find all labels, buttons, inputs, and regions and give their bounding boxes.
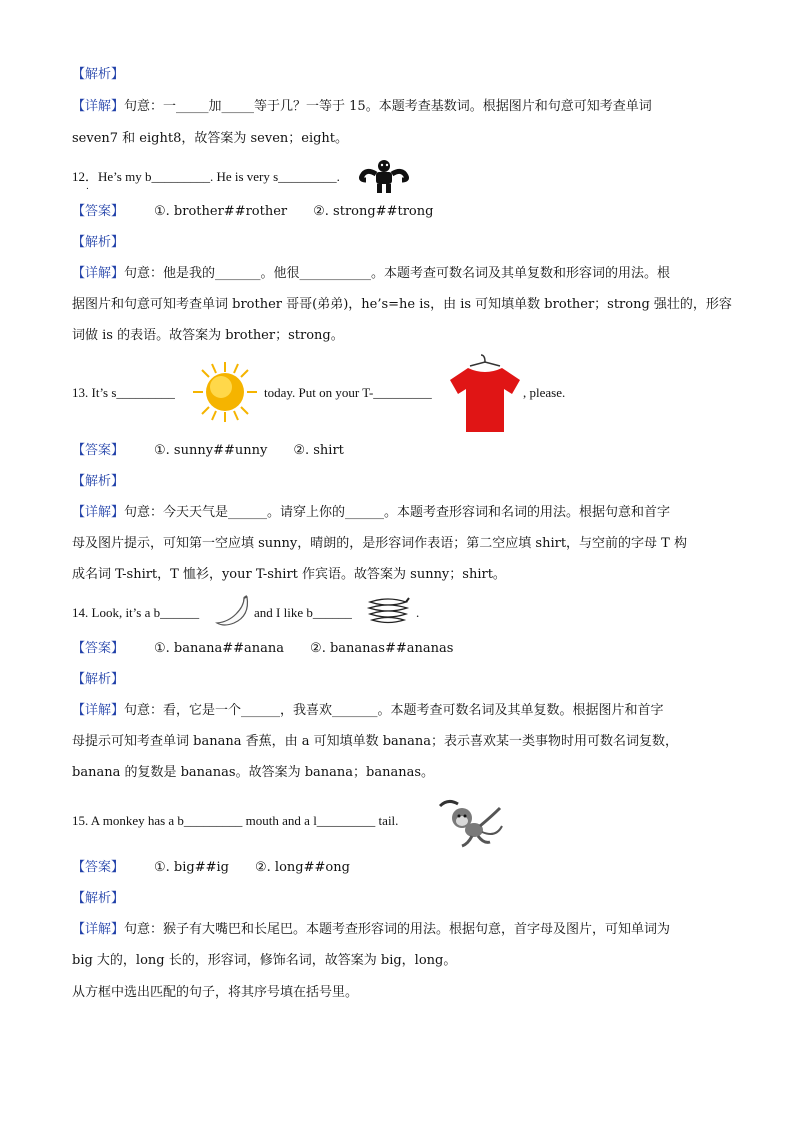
detail-line: 据图片和句意可知考查单词 brother 哥哥(弟弟)，he’s=he is，由 is 可知填单数 brother；strong 强壮的，形容 [72,297,732,312]
detail-line: 母提示可知考查单词 banana 香蕉，由 a 可知填单数 banana；表示喜欢某一类事物时用可数名词复数， [72,734,679,749]
analysis-label: 【解析】 [72,891,125,906]
detail-label: 【详解】 [72,703,125,718]
question-13-part-b: today. Put on your T-_________ [264,385,432,400]
analysis-label: 【解析】 [72,235,125,250]
detail-line [72,702,664,720]
stray-dot: . [86,182,89,192]
question-13-part-c: , please. [523,385,566,400]
detail-label: 【详解】 [72,266,125,281]
question-13-part-a: 13. It’s s_________ [72,385,175,400]
detail-label: 【详解】 [72,922,125,937]
answer-1: ①. banana##anana [154,641,285,656]
detail-line: banana 的复数是 bananas。故答案为 banana；bananas。 [72,765,435,780]
sun-icon [190,360,260,424]
question-12: 12．He’s my b_________. He is very s_________. [72,169,340,184]
analysis-label: 【解析】 [72,672,125,687]
answer-line [72,859,350,877]
question-14-part-c: . [416,605,420,620]
strong-man-icon [358,158,410,194]
answer-label: 【答案】 [72,443,125,458]
detail-line [72,98,652,116]
analysis-label: 【解析】 [72,474,125,489]
answer-1: ①. brother##rother [154,204,288,219]
detail-text: 句意：看，它是一个______，我喜欢_______。本题考查可数名词及其单复数。根据图片和首字 [124,703,664,718]
answer-1: ①. big##ig [154,860,230,875]
detail-line: seven7 和 eight8，故答案为 seven；eight。 [72,131,349,146]
question-14-part-b: and I like b______ [254,605,352,620]
answer-line [72,203,433,221]
answer-2: ②. strong##trong [313,204,434,219]
answer-2: ②. shirt [293,443,344,458]
detail-line [72,265,670,283]
detail-text: 句意：今天天气是______。请穿上你的______。本题考查形容词和名词的用法。根据句意和首字 [124,505,671,520]
banana-icon [214,594,252,628]
answer-2: ②. long##ong [255,860,350,875]
section-instruction: 从方框中选出匹配的句子，将其序号填在括号里。 [72,985,359,1000]
answer-label: 【答案】 [72,641,125,656]
question-15: 15. A monkey has a b_________ mouth and a l_________ tail. [72,813,399,828]
monkey-icon [434,796,506,848]
detail-line [72,504,670,522]
answer-line [72,442,344,460]
answer-2: ②. bananas##ananas [310,641,454,656]
detail-line: 成名词 T-shirt，T 恤衫，your T-shirt 作宾语。故答案为 sunny；shirt。 [72,567,506,582]
detail-text: 句意：一_____加_____等于几？一等于 15。本题考查基数词。根据图片和句意可知考查单词 [124,99,652,114]
answer-label: 【答案】 [72,204,125,219]
detail-line [72,921,670,939]
answer-1: ①. sunny##unny [154,443,268,458]
detail-text: 句意：他是我的_______。他很___________。本题考查可数名词及其单复数和形容词的用法。根 [124,266,671,281]
answer-label: 【答案】 [72,860,125,875]
bananas-bunch-icon [366,592,410,628]
question-14-part-a: 14. Look, it’s a b______ [72,605,200,620]
t-shirt-icon [446,352,524,434]
answer-line [72,640,453,658]
detail-label: 【详解】 [72,99,125,114]
detail-line: 母及图片提示，可知第一空应填 sunny，晴朗的，是形容词作表语；第二空应填 shirt，与空前的字母 T 构 [72,536,687,551]
detail-line: big 大的，long 长的，形容词，修饰名词，故答案为 big，long。 [72,953,457,968]
detail-label: 【详解】 [72,505,125,520]
analysis-label: 【解析】 [72,67,125,82]
detail-text: 句意：猴子有大嘴巴和长尾巴。本题考查形容词的用法。根据句意，首字母及图片，可知单词为 [124,922,671,937]
detail-line: 词做 is 的表语。故答案为 brother；strong。 [72,328,344,343]
